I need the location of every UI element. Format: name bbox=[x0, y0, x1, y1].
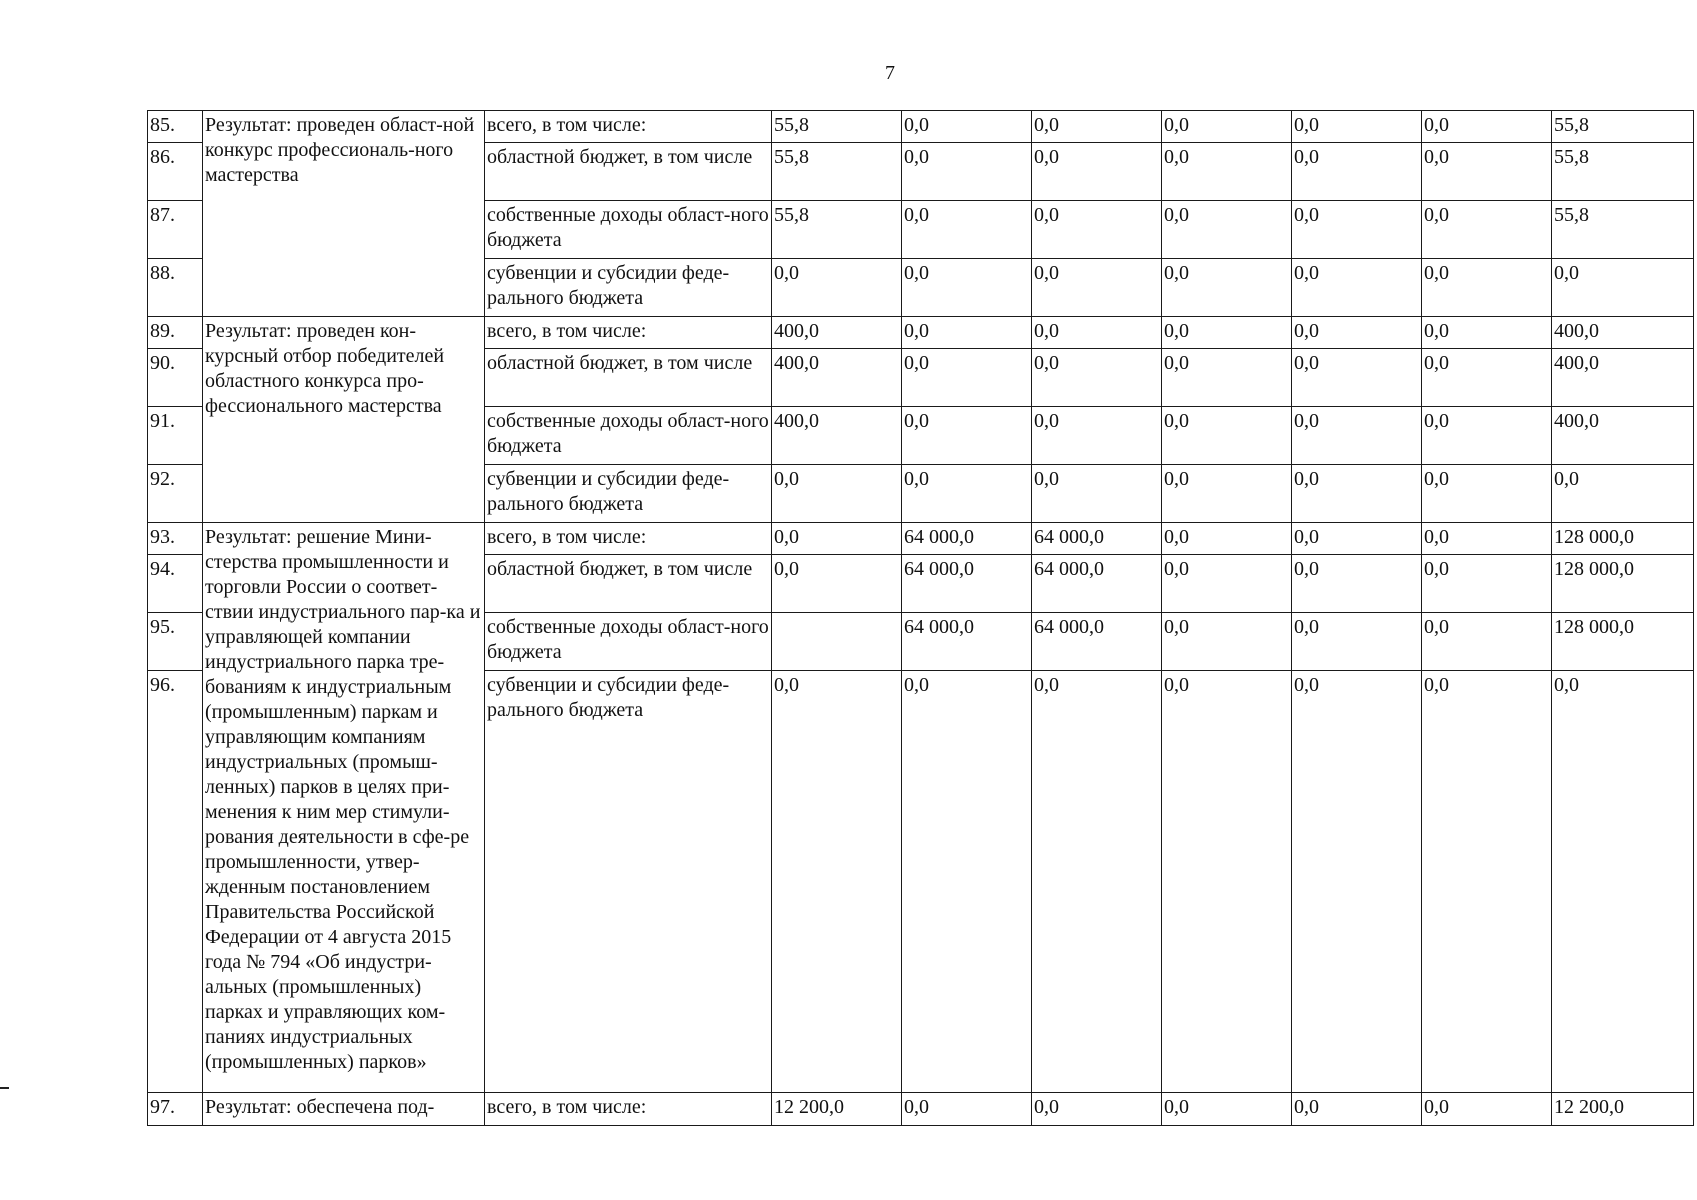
row-number: 87. bbox=[148, 201, 203, 259]
value-cell: 55,8 bbox=[772, 143, 902, 201]
value-cell: 55,8 bbox=[772, 201, 902, 259]
funding-source: собственные доходы област-ного бюджета bbox=[485, 613, 772, 671]
value-cell: 0,0 bbox=[1032, 259, 1162, 317]
value-cell: 64 000,0 bbox=[1032, 613, 1162, 671]
value-cell: 0,0 bbox=[902, 201, 1032, 259]
value-cell: 0,0 bbox=[1292, 523, 1422, 555]
budget-table bbox=[147, 110, 1694, 1126]
total-cell: 400,0 bbox=[1552, 317, 1694, 349]
total-cell: 0,0 bbox=[1552, 671, 1694, 1093]
value-cell: 0,0 bbox=[1032, 349, 1162, 407]
value-cell: 0,0 bbox=[1422, 349, 1552, 407]
value-cell: 0,0 bbox=[1292, 111, 1422, 143]
funding-source: всего, в том числе: bbox=[485, 1093, 772, 1126]
value-cell: 64 000,0 bbox=[902, 523, 1032, 555]
value-cell: 0,0 bbox=[1162, 671, 1292, 1093]
value-cell: 0,0 bbox=[772, 523, 902, 555]
value-cell: 0,0 bbox=[772, 671, 902, 1093]
total-cell: 12 200,0 bbox=[1552, 1093, 1694, 1126]
value-cell: 0,0 bbox=[1032, 671, 1162, 1093]
row-number: 97. bbox=[148, 1093, 203, 1126]
value-cell: 0,0 bbox=[1162, 613, 1292, 671]
funding-source: всего, в том числе: bbox=[485, 317, 772, 349]
value-cell: 0,0 bbox=[1422, 317, 1552, 349]
value-cell: 0,0 bbox=[1422, 671, 1552, 1093]
value-cell: 0,0 bbox=[1422, 201, 1552, 259]
funding-source: областной бюджет, в том числе bbox=[485, 143, 772, 201]
value-cell: 0,0 bbox=[1032, 465, 1162, 523]
table-row bbox=[148, 317, 1694, 349]
value-cell: 0,0 bbox=[1292, 613, 1422, 671]
value-cell: 0,0 bbox=[1032, 407, 1162, 465]
value-cell: 0,0 bbox=[1162, 555, 1292, 613]
value-cell: 0,0 bbox=[1292, 1093, 1422, 1126]
value-cell: 0,0 bbox=[1162, 259, 1292, 317]
value-cell: 0,0 bbox=[1292, 317, 1422, 349]
funding-source: областной бюджет, в том числе bbox=[485, 349, 772, 407]
value-cell: 0,0 bbox=[772, 555, 902, 613]
value-cell: 0,0 bbox=[1422, 259, 1552, 317]
row-number: 86. bbox=[148, 143, 203, 201]
funding-source: собственные доходы област-ного бюджета bbox=[485, 407, 772, 465]
value-cell: 0,0 bbox=[1422, 555, 1552, 613]
value-cell: 0,0 bbox=[1292, 671, 1422, 1093]
row-number: 90. bbox=[148, 349, 203, 407]
value-cell: 0,0 bbox=[902, 259, 1032, 317]
value-cell: 64 000,0 bbox=[902, 613, 1032, 671]
result-description: Результат: проведен област-ной конкурс профессиональ-ного мастерства bbox=[203, 111, 485, 317]
value-cell: 0,0 bbox=[1162, 465, 1292, 523]
total-cell: 0,0 bbox=[1552, 259, 1694, 317]
row-number: 89. bbox=[148, 317, 203, 349]
total-cell: 128 000,0 bbox=[1552, 555, 1694, 613]
value-cell: 0,0 bbox=[1422, 143, 1552, 201]
value-cell: 0,0 bbox=[1292, 465, 1422, 523]
value-cell: 0,0 bbox=[1422, 111, 1552, 143]
funding-source: всего, в том числе: bbox=[485, 523, 772, 555]
value-cell: 400,0 bbox=[772, 349, 902, 407]
value-cell: 0,0 bbox=[1292, 143, 1422, 201]
result-description: Результат: решение Мини-стерства промышленности и торговли России о соответ-ствии индустриального пар-ка и управляющей компании индустриального парка тре-бованиям к индустриальным (промышленным) паркам и управляющим компаниям индустриальных (промыш-ленных) парков в целях при-менения к ним мер стимули-рования деятельности в сфе-ре промышленности, утвер-жденным постановлением Правительства Российской Федерации от 4 августа 2015 года № 794 «Об индустри-альных (промышленных) парках и управляющих ком-паниях индустриальных (промышленных) парков» bbox=[203, 523, 485, 1093]
value-cell bbox=[772, 613, 902, 671]
result-description: Результат: проведен кон-курсный отбор победителей областного конкурса про-фессионального мастерства bbox=[203, 317, 485, 523]
row-number: 93. bbox=[148, 523, 203, 555]
funding-source: областной бюджет, в том числе bbox=[485, 555, 772, 613]
value-cell: 64 000,0 bbox=[1032, 555, 1162, 613]
value-cell: 0,0 bbox=[1032, 111, 1162, 143]
funding-source: субвенции и субсидии феде-рального бюджета bbox=[485, 671, 772, 1093]
value-cell: 0,0 bbox=[1422, 523, 1552, 555]
value-cell: 0,0 bbox=[1422, 465, 1552, 523]
value-cell: 400,0 bbox=[772, 317, 902, 349]
value-cell: 0,0 bbox=[1032, 201, 1162, 259]
funding-source: собственные доходы област-ного бюджета bbox=[485, 201, 772, 259]
table-row bbox=[148, 111, 1694, 143]
margin-mark bbox=[0, 1087, 9, 1089]
value-cell: 0,0 bbox=[1292, 201, 1422, 259]
value-cell: 0,0 bbox=[902, 407, 1032, 465]
value-cell: 0,0 bbox=[1162, 317, 1292, 349]
row-number: 96. bbox=[148, 671, 203, 1093]
row-number: 95. bbox=[148, 613, 203, 671]
value-cell: 0,0 bbox=[1162, 201, 1292, 259]
value-cell: 0,0 bbox=[1422, 1093, 1552, 1126]
value-cell: 0,0 bbox=[1162, 349, 1292, 407]
value-cell: 0,0 bbox=[902, 671, 1032, 1093]
value-cell: 0,0 bbox=[1292, 407, 1422, 465]
value-cell: 64 000,0 bbox=[1032, 523, 1162, 555]
value-cell: 0,0 bbox=[1292, 555, 1422, 613]
row-number: 91. bbox=[148, 407, 203, 465]
total-cell: 0,0 bbox=[1552, 465, 1694, 523]
result-description: Результат: обеспечена под- bbox=[203, 1093, 485, 1126]
row-number: 92. bbox=[148, 465, 203, 523]
total-cell: 400,0 bbox=[1552, 407, 1694, 465]
value-cell: 0,0 bbox=[902, 143, 1032, 201]
value-cell: 0,0 bbox=[1422, 613, 1552, 671]
funding-source: всего, в том числе: bbox=[485, 111, 772, 143]
value-cell: 0,0 bbox=[1162, 407, 1292, 465]
funding-source: субвенции и субсидии феде-рального бюджета bbox=[485, 465, 772, 523]
value-cell: 0,0 bbox=[1422, 407, 1552, 465]
value-cell: 12 200,0 bbox=[772, 1093, 902, 1126]
value-cell: 0,0 bbox=[1162, 1093, 1292, 1126]
value-cell: 0,0 bbox=[772, 259, 902, 317]
value-cell: 0,0 bbox=[1162, 111, 1292, 143]
value-cell: 0,0 bbox=[1292, 349, 1422, 407]
value-cell: 0,0 bbox=[1032, 317, 1162, 349]
total-cell: 55,8 bbox=[1552, 111, 1694, 143]
table-row bbox=[148, 523, 1694, 555]
value-cell: 0,0 bbox=[1032, 1093, 1162, 1126]
table-row bbox=[148, 1093, 1694, 1126]
value-cell: 0,0 bbox=[772, 465, 902, 523]
value-cell: 0,0 bbox=[902, 349, 1032, 407]
row-number: 85. bbox=[148, 111, 203, 143]
row-number: 88. bbox=[148, 259, 203, 317]
value-cell: 0,0 bbox=[902, 111, 1032, 143]
value-cell: 0,0 bbox=[1162, 523, 1292, 555]
total-cell: 55,8 bbox=[1552, 143, 1694, 201]
value-cell: 0,0 bbox=[902, 1093, 1032, 1126]
value-cell: 0,0 bbox=[902, 465, 1032, 523]
total-cell: 400,0 bbox=[1552, 349, 1694, 407]
value-cell: 0,0 bbox=[1032, 143, 1162, 201]
value-cell: 0,0 bbox=[1292, 259, 1422, 317]
total-cell: 55,8 bbox=[1552, 201, 1694, 259]
total-cell: 128 000,0 bbox=[1552, 613, 1694, 671]
value-cell: 0,0 bbox=[902, 317, 1032, 349]
value-cell: 55,8 bbox=[772, 111, 902, 143]
funding-source: субвенции и субсидии феде-рального бюджета bbox=[485, 259, 772, 317]
value-cell: 400,0 bbox=[772, 407, 902, 465]
row-number: 94. bbox=[148, 555, 203, 613]
value-cell: 0,0 bbox=[1162, 143, 1292, 201]
total-cell: 128 000,0 bbox=[1552, 523, 1694, 555]
page-number: 7 bbox=[885, 62, 895, 84]
value-cell: 64 000,0 bbox=[902, 555, 1032, 613]
